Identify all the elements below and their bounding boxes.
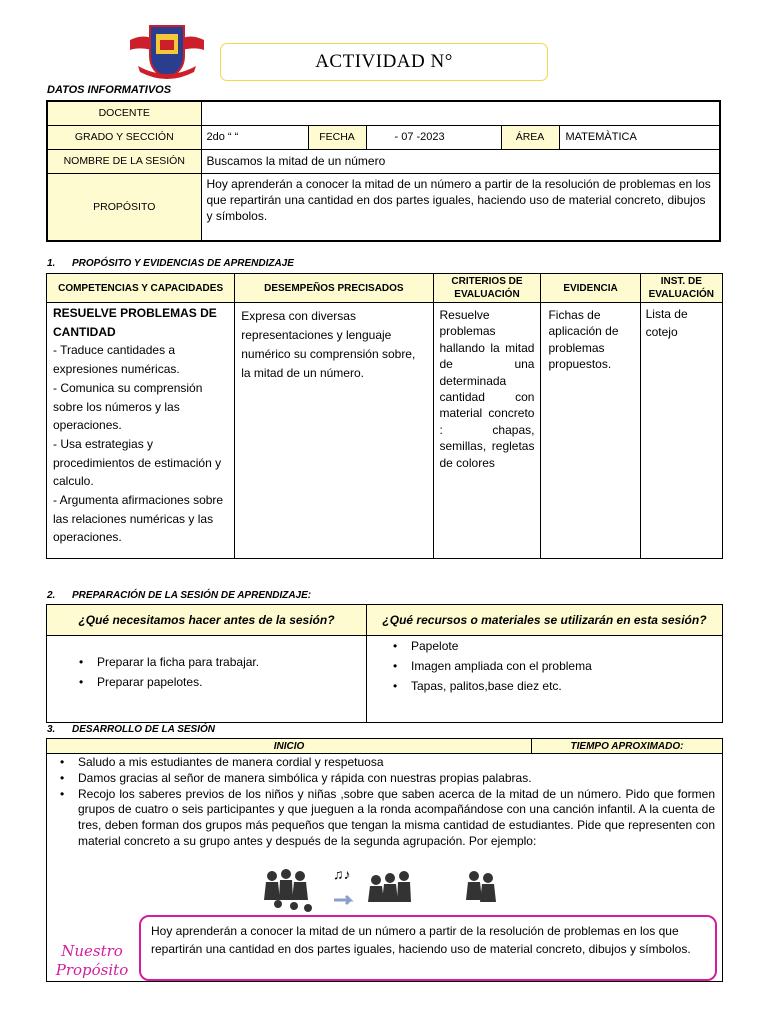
- header-evidencia: EVIDENCIA: [541, 274, 640, 303]
- area-label: ÁREA: [501, 125, 559, 149]
- header-instrumento: INST. DE EVALUACIÓN: [640, 274, 722, 303]
- proposito-value: Hoy aprenderán a conocer la mitad de un número a partir de la resolución de problemas en los que repartirán una cantidad en dos partes iguales, haciendo uso de material concreto, dibujos y símbolos.: [201, 173, 720, 241]
- sesion-label: NOMBRE DE LA SESIÓN: [47, 149, 201, 173]
- inicio-item: • Recojo los saberes previos de los niños y niñas ,sobre que saben acerca de la mitad de un número. Pido que formen grupos de cuatro o seis participantes y que jueguen a la ronda acompañándose con una canción infantil. A la cuenta de tres, deben forman dos grupos más pequeños que tengan la misma cantidad de estudiantes. Pide que representen con material concreto a su grupo antes y después de la segunda agrupación. Por ejemplo:: [52, 787, 715, 850]
- capacidad-item: - Traduce cantidades a expresiones numéricas.: [53, 343, 180, 377]
- header-competencias: COMPETENCIAS Y CAPACIDADES: [47, 274, 235, 303]
- competencia-title: RESUELVE PROBLEMAS DE CANTIDAD: [53, 306, 217, 339]
- header-criterios: CRITERIOS DE EVALUACIÓN: [433, 274, 541, 303]
- antes-item: • Preparar papelotes.: [71, 672, 366, 692]
- tiempo-header: TIEMPO APROXIMADO:: [532, 739, 723, 754]
- preparacion-table: [46, 604, 723, 723]
- inicio-item: • Damos gracias al señor de manera simbólica y rápida con nuestras propias palabras.: [52, 771, 715, 787]
- evidencia-cell: Fichas de aplicación de problemas propuestos.: [541, 303, 640, 559]
- grado-label: GRADO Y SECCIÓN: [47, 125, 201, 149]
- school-logo: [128, 22, 206, 82]
- activity-title: ACTIVIDAD N°: [315, 51, 453, 72]
- area-value: MATEMÀTICA: [559, 125, 720, 149]
- music-notes: ♫♪: [333, 866, 351, 882]
- desempeno-cell: Expresa con diversas representaciones y lenguaje numérico su comprensión sobre, la mitad de un número.: [235, 303, 433, 559]
- competencias-table: [46, 273, 723, 559]
- nuestro-proposito-label: Nuestro Propósito: [55, 942, 129, 979]
- docente-label: DOCENTE: [47, 101, 201, 125]
- recurso-item: • Tapas, palitos,base diez etc.: [385, 676, 722, 696]
- datos-informativos-label: DATOS INFORMATIVOS: [47, 84, 172, 96]
- capacidad-item: - Usa estrategias y procedimientos de estimación y calculo.: [53, 436, 222, 489]
- proposito-box: Hoy aprenderán a conocer la mitad de un número a partir de la resolución de problemas en los que repartirán una cantidad en dos partes iguales, haciendo uso de material concreto, dibujos y símbolos.: [139, 915, 717, 981]
- recursos-cell: [367, 636, 723, 723]
- grado-value: 2do “ “: [201, 125, 308, 149]
- fecha-value: - 07 -2023: [366, 125, 501, 149]
- group-people-illustration: [262, 868, 512, 918]
- antes-cell: [47, 636, 367, 723]
- criterio-cell: Resuelve problemas hallando la mitad de una determinada cantidad con material concreto : chapas, semillas, regletas de colores: [433, 303, 541, 559]
- sesion-value: Buscamos la mitad de un número: [201, 149, 720, 173]
- header-desempenos: DESEMPEÑOS PRECISADOS: [235, 274, 433, 303]
- section3-title: 3. DESARROLLO DE LA SESIÓN: [47, 724, 215, 735]
- competencias-cell: [47, 303, 235, 559]
- section1-title: 1. PROPÓSITO Y EVIDENCIAS DE APRENDIZAJE: [47, 258, 294, 269]
- instrumento-cell: Lista de cotejo: [640, 303, 722, 559]
- fecha-label: FECHA: [308, 125, 366, 149]
- antes-header: ¿Qué necesitamos hacer antes de la sesión?: [47, 605, 367, 636]
- recursos-header: ¿Qué recursos o materiales se utilizarán en esta sesión?: [367, 605, 723, 636]
- capacidad-item: - Argumenta afirmaciones sobre las relaciones numéricas y las operaciones.: [53, 493, 224, 545]
- inicio-item: • Saludo a mis estudiantes de manera cordial y respetuosa: [52, 755, 715, 771]
- datos-table: [46, 100, 721, 242]
- inicio-header: INICIO: [47, 739, 532, 754]
- recurso-item: • Papelote: [385, 636, 722, 656]
- recurso-item: • Imagen ampliada con el problema: [385, 656, 722, 676]
- capacidad-item: - Comunica su comprensión sobre los números y las operaciones.: [53, 380, 203, 433]
- docente-value: [201, 101, 720, 125]
- section2-title: 2. PREPARACIÓN DE LA SESIÓN DE APRENDIZAJE:: [47, 590, 312, 601]
- proposito-label: PROPÓSITO: [47, 173, 201, 241]
- antes-item: • Preparar la ficha para trabajar.: [71, 652, 366, 672]
- activity-title-box: [220, 43, 548, 81]
